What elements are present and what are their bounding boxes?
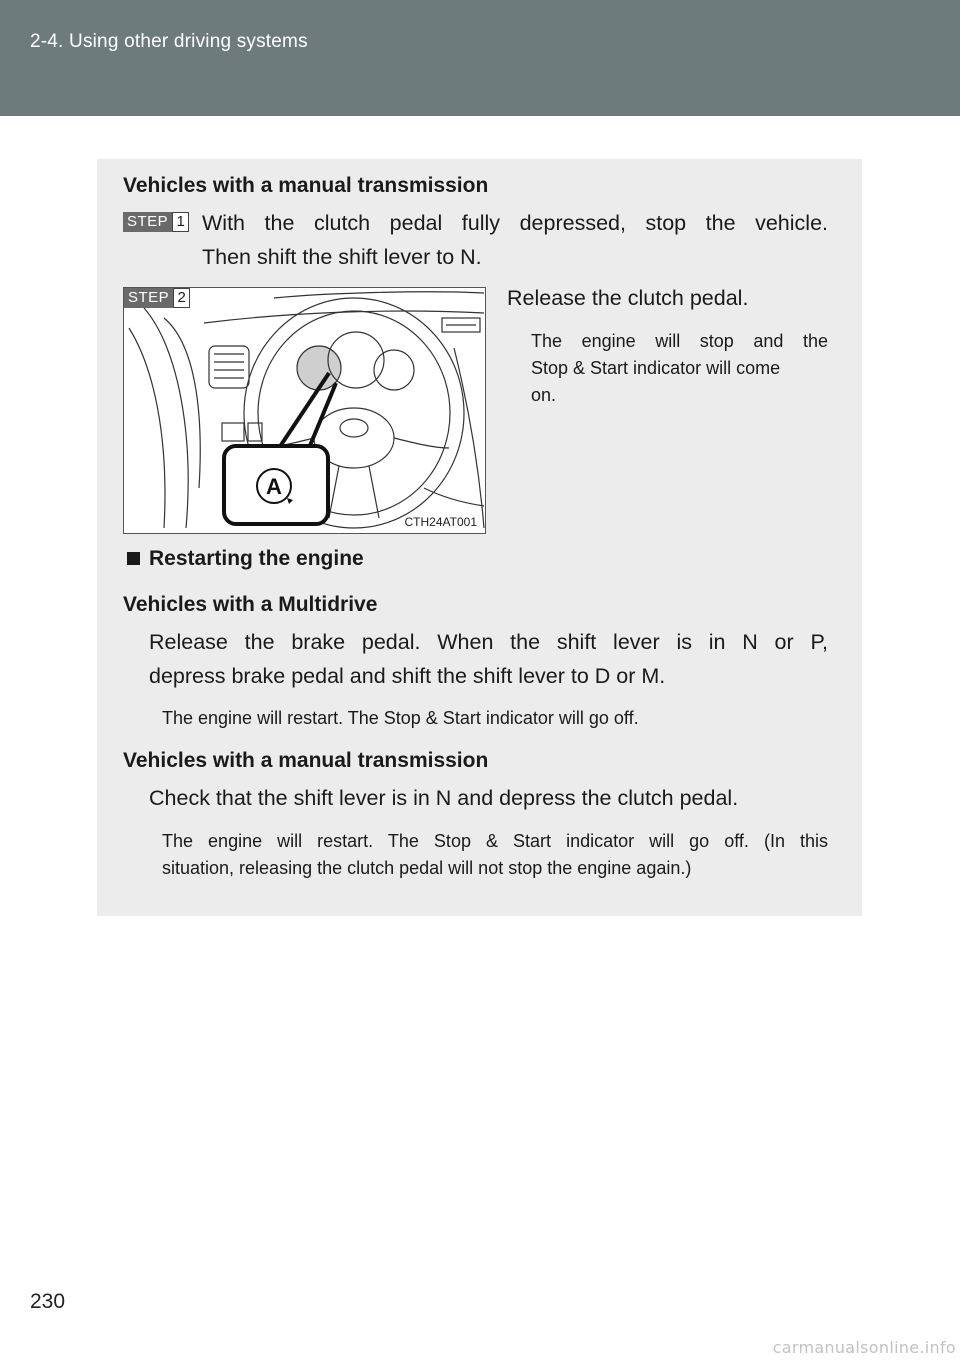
step-2-note-line-1: The engine will stop and the [531, 331, 828, 351]
page-header [0, 0, 960, 116]
multidrive-note: The engine will restart. The Stop & Start indicator will go off. [162, 708, 639, 728]
step-2-note-line-2: Stop & Start indicator will come [531, 358, 781, 378]
dashboard-illustration [123, 287, 486, 534]
heading-manual-transmission-2: Vehicles with a manual transmission [123, 749, 489, 772]
manual-line: Check that the shift lever is in N and depress the clutch pedal. [149, 786, 739, 810]
multidrive-line-1: Release the brake pedal. When the shift lever is in N or P, [149, 630, 828, 654]
bullet-square-icon [127, 552, 140, 565]
multidrive-line-2: depress brake pedal and shift the shift lever to D or M. [149, 664, 666, 688]
watermark: carmanualsonline.info [772, 1338, 956, 1357]
step-badge-number: 1 [172, 212, 189, 232]
heading-manual-transmission: Vehicles with a manual transmission [123, 174, 489, 197]
heading-multidrive: Vehicles with a Multidrive [123, 593, 378, 616]
figure-code: CTH24AT001 [404, 515, 477, 529]
step-2-badge [124, 288, 190, 308]
step-1-line-1: With the clutch pedal fully depressed, stop the vehicle. [202, 211, 828, 235]
page-number: 230 [30, 1290, 66, 1313]
step-badge-word: STEP [124, 288, 173, 308]
steering-wheel-drawing [124, 288, 486, 534]
step-2-text: Release the clutch pedal. [507, 286, 749, 310]
step-1-badge [123, 212, 189, 232]
step-1-line-2: Then shift the shift lever to N. [202, 245, 482, 269]
callout-label: A [266, 474, 282, 499]
step-2-note-line-3: on. [531, 385, 557, 405]
restart-heading: Restarting the engine [149, 547, 364, 570]
step-badge-word: STEP [123, 212, 172, 232]
step-badge-number: 2 [173, 288, 190, 308]
section-title: 2-4. Using other driving systems [30, 31, 308, 52]
manual-note-line-1: The engine will restart. The Stop & Start indicator will go off. (In this [162, 831, 828, 851]
manual-note-line-2: situation, releasing the clutch pedal will not stop the engine again.) [162, 858, 692, 878]
